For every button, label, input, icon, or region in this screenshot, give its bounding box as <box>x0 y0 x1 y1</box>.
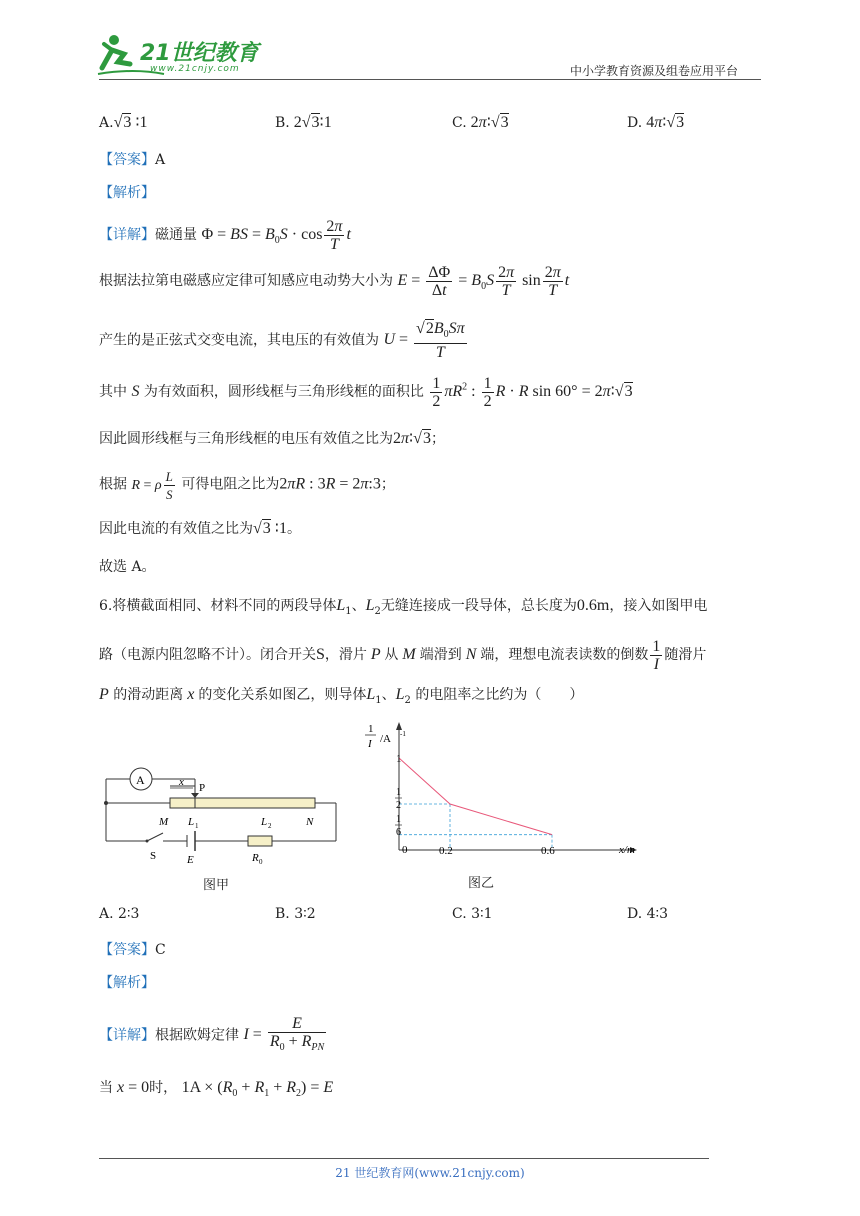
q5-detail-line4: 其中 S 为有效面积，圆形线框与三角形线框的面积比 $\frac{1}{2}$ $\pi R^2$ : $\frac{1}{2}$ R · R sin 60° = 2π∶√3 <box>99 375 633 410</box>
l2-label: L <box>261 816 268 828</box>
q6-option-d: D. 4∶3 <box>627 906 669 922</box>
footer-rule <box>99 1158 709 1159</box>
x-label: x <box>179 776 184 788</box>
q5-option-d: D. 4π∶√3 <box>627 114 685 131</box>
figure-yi-caption: 图乙 <box>468 876 495 891</box>
svg-text:0: 0 <box>259 858 263 866</box>
n-label: N <box>306 816 314 828</box>
q5-detail-line1: 【详解】磁通量 Φ = BS = $B_0S \cdot \cos$ $\frac{2\pi}{T}$ t <box>99 218 351 253</box>
header-rule <box>99 79 761 80</box>
q6-stem-line1: 6.将横截面相同、材料不同的两段导体$L_1$、$L_2$无缝连接成一段导体，总长度为0.6m，接入如图甲电 <box>99 597 708 617</box>
series-line <box>399 758 552 835</box>
y-label-num: 1 <box>368 723 374 735</box>
q6-option-a: A. 2∶3 <box>99 906 140 922</box>
x-axis-label: x/m <box>619 844 635 856</box>
svg-text:-1: -1 <box>400 730 406 738</box>
q6-stem-line2: 路（电源内阻忽略不计）。闭合开关S，滑片 P 从 M 端滑到 N 端，理想电流表读数的倒数 $\frac{1}{I}$ 随滑片 <box>99 638 707 673</box>
footer-text: 21 世纪教育网(www.21cnjy.com) <box>335 1166 525 1180</box>
q5-analysis-tag: 【解析】 <box>99 185 155 201</box>
q6-analysis-tag: 【解析】 <box>99 975 155 991</box>
figure-yi-graph <box>360 718 660 868</box>
y-label-den: I <box>368 738 372 750</box>
origin-label: 0 <box>402 844 408 856</box>
x-tick-0.2: 0.2 <box>439 845 453 857</box>
q5-detail-line7: 因此电流的有效值之比为√3 ∶1。 <box>99 520 301 537</box>
r0-label: R <box>252 852 259 864</box>
q6-answer: 【答案】C <box>99 942 166 958</box>
switch-label: S <box>150 850 157 862</box>
q5-option-b: B. 2√3∶1 <box>275 114 332 131</box>
q6-detail-line2: 当 x = 0时， $1A \times (R_0 + R_1 + R_2) = E$ <box>99 1079 334 1100</box>
y-tick-half-num: 1 <box>396 787 401 798</box>
svg-text:1: 1 <box>195 822 199 830</box>
m-label: M <box>159 816 169 828</box>
q5-detail-line5: 因此圆形线框与三角形线框的电压有效值之比为2π∶√3； <box>99 430 445 447</box>
q6-stem-line3: P 的滑动距离 x 的变化关系如图乙，则导体$L_1$、$L_2$ 的电阻率之比约为（ ） <box>99 686 584 706</box>
ammeter-label: A <box>136 773 145 787</box>
y-tick-half-den: 2 <box>396 800 401 811</box>
e-label: E <box>187 854 194 866</box>
q5-detail-line2: 根据法拉第电磁感应定律可知感应电动势大小为 E = $\frac{\Delta\Phi}{\Delta t}$ = $B_0S$ $\frac{2\pi}{T}$ sin $\frac{2\pi}{T}$ t <box>99 264 570 299</box>
conductor-bar <box>170 798 315 808</box>
logo-url: www.21cnjy.com <box>150 64 240 74</box>
y-tick-sixth-den: 6 <box>396 827 401 838</box>
y-unit: /A <box>380 733 391 745</box>
q5-option-c: C. 2π∶√3 <box>452 114 509 131</box>
y-tick-sixth-num: 1 <box>396 814 401 825</box>
x-tick-0.6: 0.6 <box>541 845 555 857</box>
q6-detail-line1: 【详解】根据欧姆定律 I = $\frac{E}{R_0 + R_{PN}}$ <box>99 1015 325 1054</box>
svg-text:2: 2 <box>268 822 272 830</box>
l1-label: L <box>188 816 195 828</box>
y-tick-1: 1 <box>396 753 402 765</box>
p-label: P <box>199 782 206 794</box>
q5-option-a: A.√3 ∶1 <box>99 114 148 131</box>
q5-detail-line6: 根据 R = ρ $\frac{L}{S}$ 可得电阻之比为2πR : 3R = 2π:3； <box>99 469 395 502</box>
logo-text: 21世纪教育 <box>140 41 259 66</box>
q5-conclusion: 故选 A。 <box>99 559 156 575</box>
resistor-r0 <box>248 836 272 846</box>
q6-option-c: C. 3∶1 <box>452 906 493 922</box>
platform-name: 中小学教育资源及组卷应用平台 <box>570 64 739 78</box>
q5-answer: 【答案】A <box>99 152 166 168</box>
q5-detail-line3: 产生的是正弦式交变电流，其电压的有效值为 U = $\frac{√2B_0S\pi}{T}$ <box>99 320 465 362</box>
q6-option-b: B. 3∶2 <box>275 906 316 922</box>
figure-jia-caption: 图甲 <box>203 878 230 893</box>
